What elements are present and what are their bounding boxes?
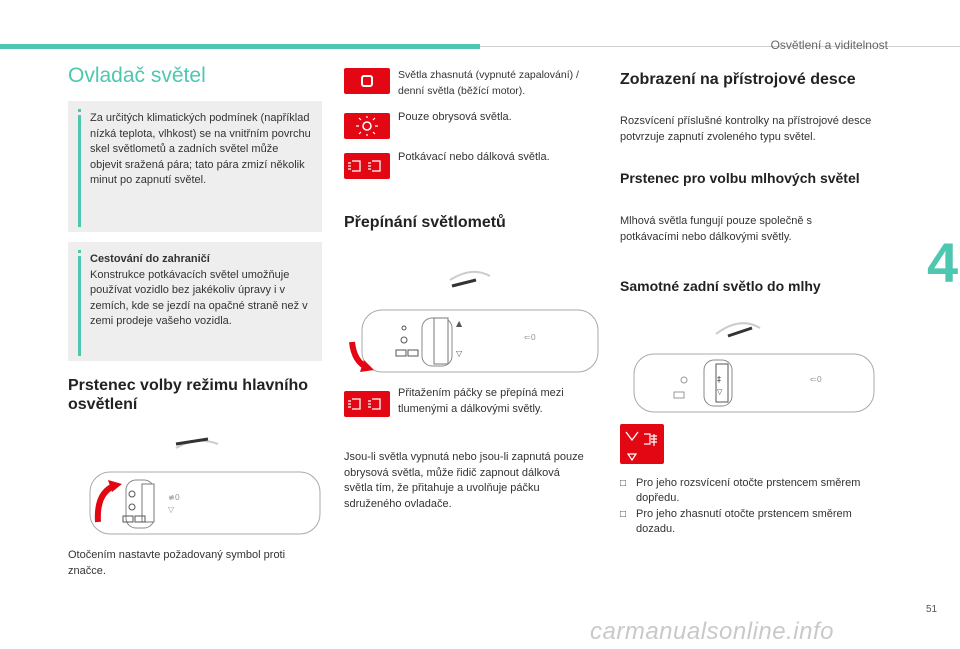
section-main-lighting: Prstenec volby režimu hlavního osvětlení xyxy=(68,377,309,413)
svg-text:⇐0: ⇐0 xyxy=(524,333,536,342)
flash-paragraph: Jsou-li světla vypnutá nebo jsou-li zapnutá pouze obrysová světla, může řidič zapnout dálková světla tím, že přitahuje a uvolňuje páčku sdruženého ovladače. xyxy=(344,451,584,510)
chapter-number: 4 xyxy=(927,231,959,294)
section-rear-fog: Samotné zadní světlo do mlhy xyxy=(620,278,821,294)
stalk-ring-illustration xyxy=(68,430,322,540)
low-high-beam-icon xyxy=(344,153,390,179)
fog-text: Mlhová světla fungují pouze společně s potkávacími nebo dálkovými světly. xyxy=(620,215,813,243)
svg-text:▽: ▽ xyxy=(717,388,723,396)
stalk-pull-illustration xyxy=(344,258,600,376)
sidelights-icon xyxy=(344,113,390,139)
note-condensation-text: Za určitých klimatických podmínek (například nízká teplota, vlhkost) se na vnitřním povrchu skel světlometů a zadních světel může objevit sražená pára; tato pára zmizí několik minut po zapnutí světel. xyxy=(90,112,311,186)
running-header: Osvětlení a viditelnost xyxy=(770,38,888,52)
o-letter-icon xyxy=(344,68,390,94)
dashboard-intro: Rozsvícení příslušné kontrolky na přístrojové desce potvrzuje zapnutí zvoleného typu světel. xyxy=(620,115,872,143)
page-number: 51 xyxy=(926,604,938,615)
header-rule xyxy=(480,46,960,47)
low-high-beam-icon xyxy=(344,391,390,417)
svg-text:≢0: ≢0 xyxy=(168,493,180,502)
icon-text-beams: Potkávací nebo dálková světla. xyxy=(398,151,550,163)
section-dashboard-display: Zobrazení na přístrojové desce xyxy=(620,71,856,88)
svg-text:▽: ▽ xyxy=(456,349,463,358)
switch-text: Přitažením páčky se přepíná mezi tlumenými a dálkovými světly. xyxy=(398,387,564,415)
note-abroad-text: Konstrukce potkávacích světel umožňuje používat vozidlo bez jakékoliv úpravy i v zemích, kde se jezdí na opačné straně než v zemi prodeje vašeho vozidla. xyxy=(90,268,308,327)
svg-text:‡: ‡ xyxy=(717,375,721,384)
fog-stalk-illustration xyxy=(620,312,876,420)
rear-fog-instructions xyxy=(620,476,882,538)
svg-text:⇐0: ⇐0 xyxy=(810,375,822,384)
icon-text-sidelights: Pouze obrysová světla. xyxy=(398,111,512,123)
list-item: □ Pro jeho zhasnutí otočte prstencem směrem dozadu. xyxy=(620,507,882,537)
list-item: □ Pro jeho rozsvícení otočte prstencem směrem dopředu. xyxy=(620,476,882,506)
note-abroad-title: Cestování do zahraničí xyxy=(90,253,210,265)
note-condensation xyxy=(68,101,322,232)
section-fog-ring: Prstenec pro volbu mlhových světel xyxy=(620,170,860,186)
svg-text:▽: ▽ xyxy=(168,505,175,514)
header-accent-bar xyxy=(0,44,480,49)
info-icon xyxy=(78,256,81,356)
note-abroad xyxy=(68,242,322,361)
section-headlamp-switch: Přepínání světlometů xyxy=(344,214,506,231)
icon-text-off: Světla zhasnutá (vypnuté zapalování) / denní světla (běžící motor). xyxy=(398,69,579,97)
rear-fog-icon xyxy=(620,424,664,464)
info-icon xyxy=(78,115,81,227)
watermark[interactable]: carmanualsonline.info xyxy=(590,618,834,645)
page-title: Ovladač světel xyxy=(68,64,206,87)
caption-ring: Otočením nastavte požadovaný symbol proti značce. xyxy=(68,549,286,577)
svg-text:▲: ▲ xyxy=(456,319,463,328)
